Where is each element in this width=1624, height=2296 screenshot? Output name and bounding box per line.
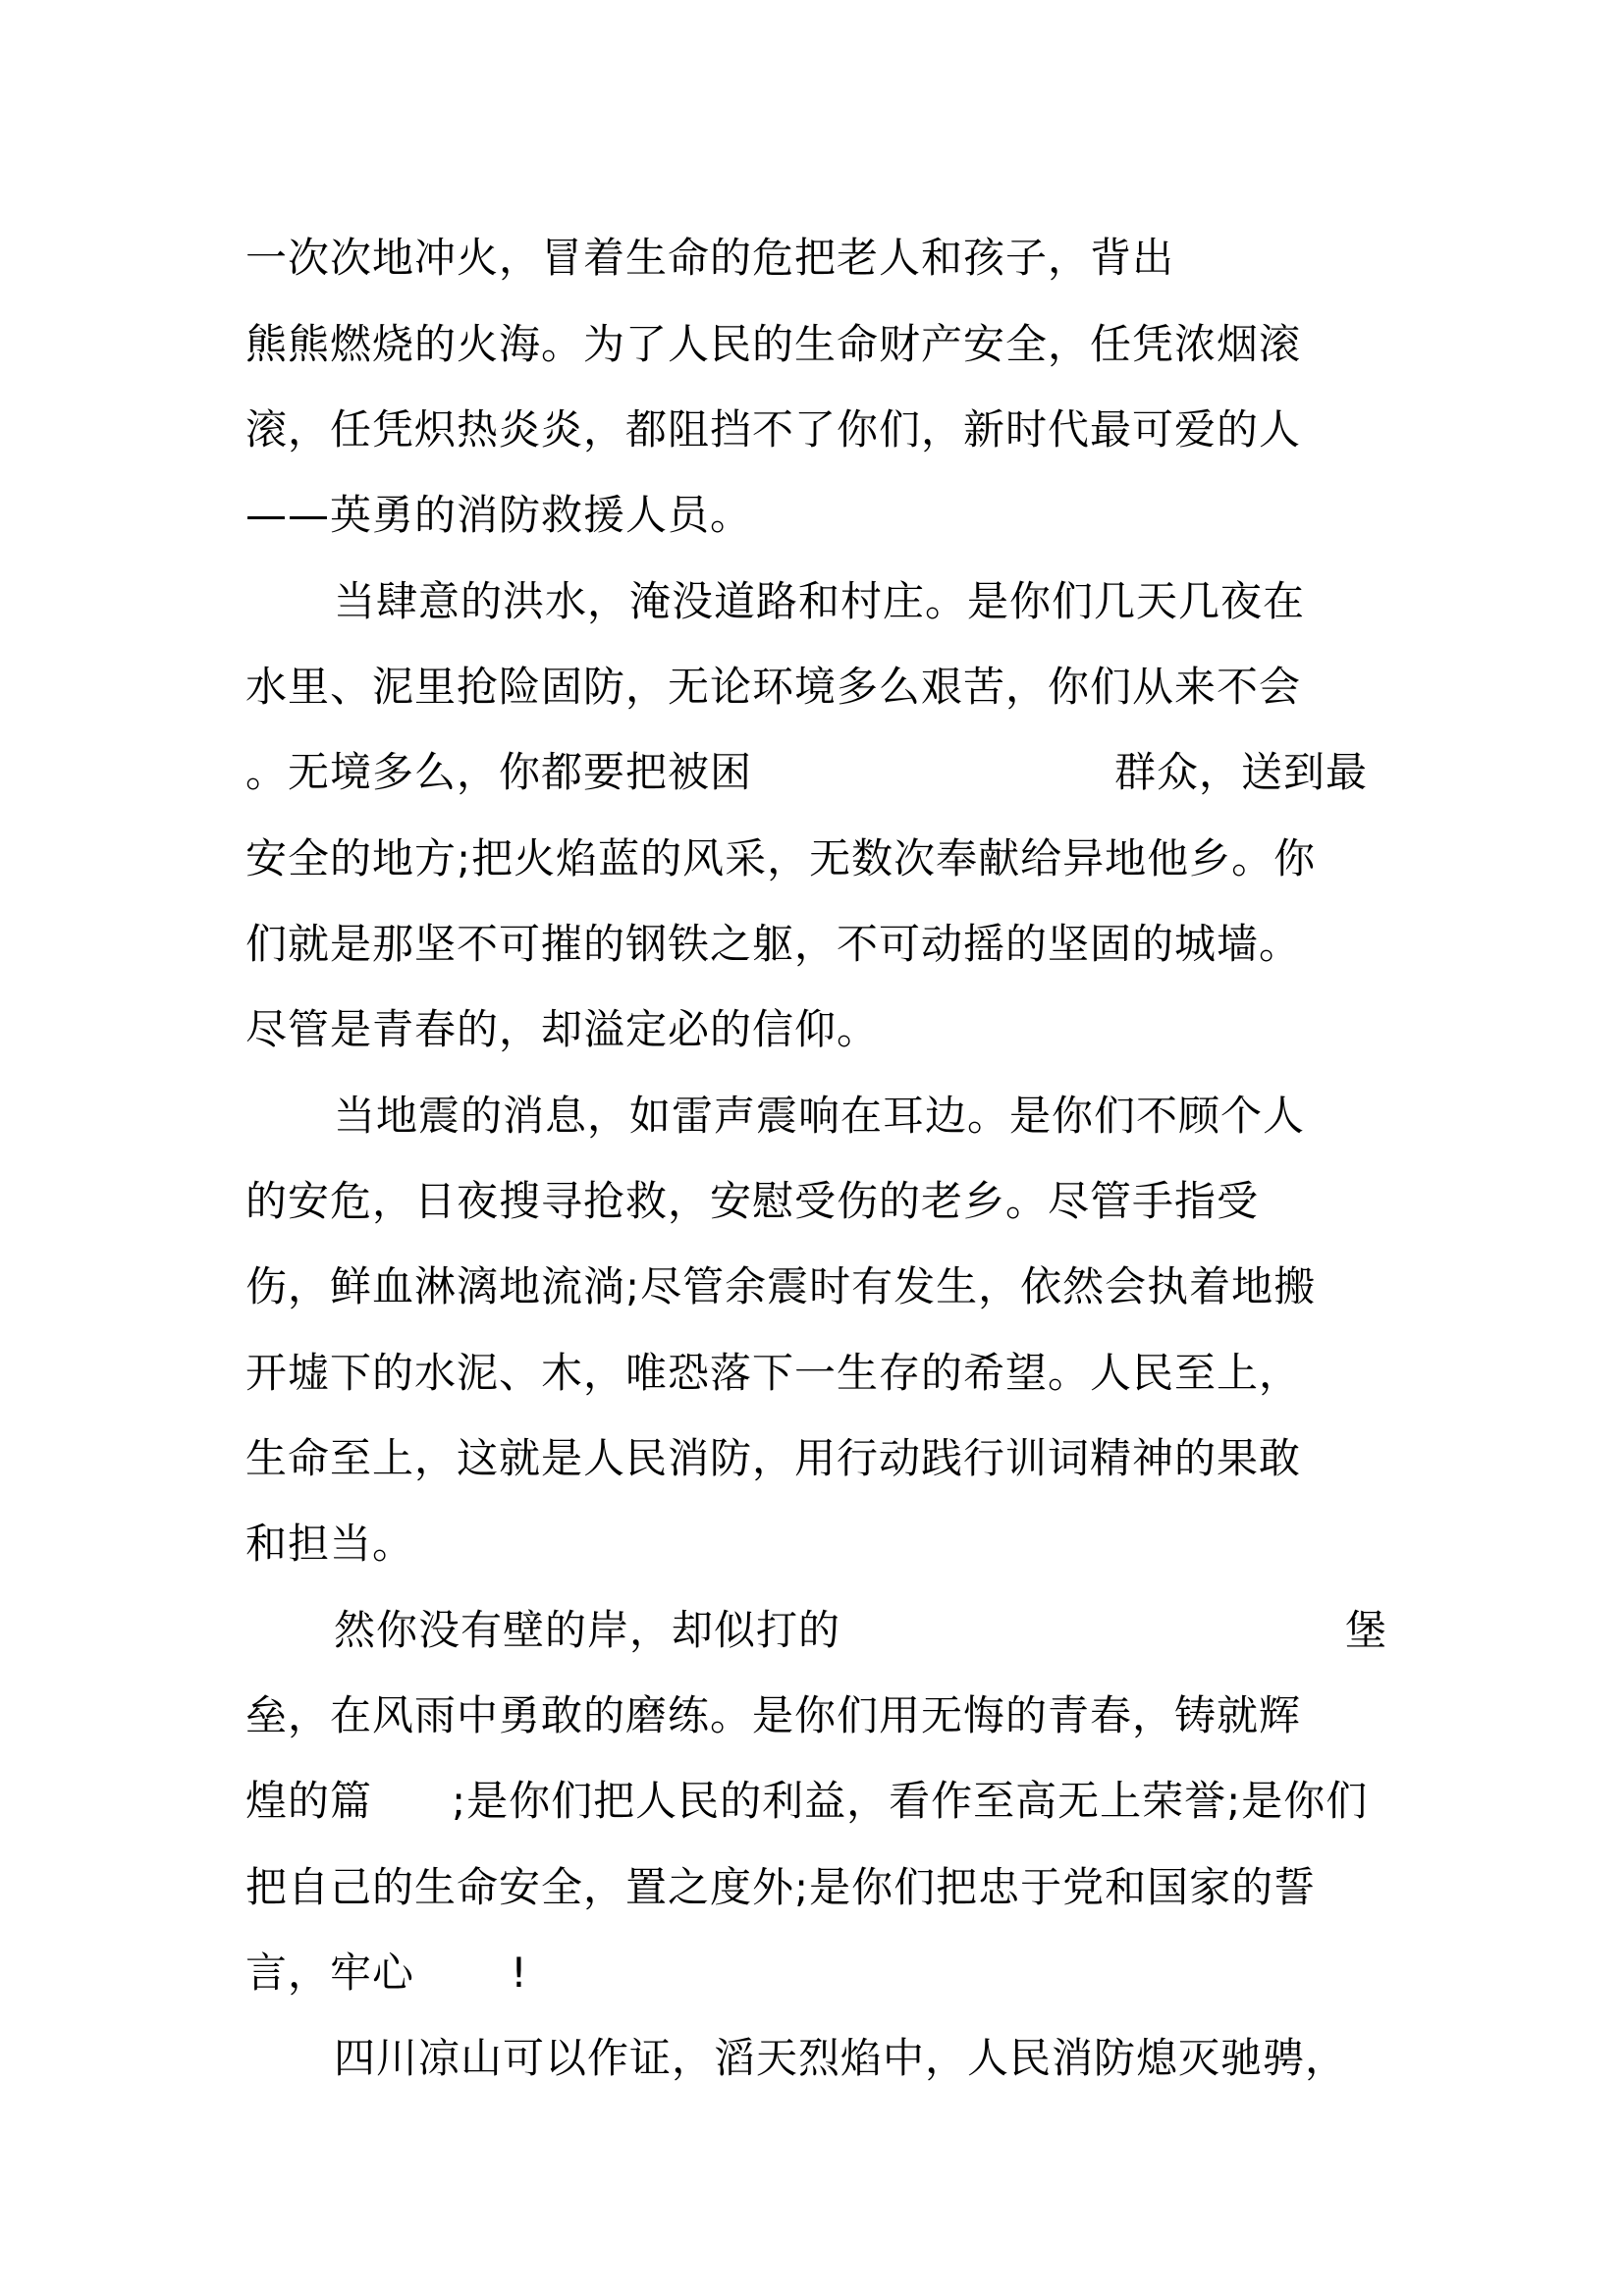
text-line: 的安危，日夜搜寻抢救，安慰受伤的老乡。尽管手指受 xyxy=(245,1177,1260,1225)
text-line: 安全的地方;把火焰蓝的风采，无数次奉献给异地他乡。你 xyxy=(245,834,1317,882)
text-line: 一次次地冲火，冒着生命的危把老人和孩子，背出 xyxy=(245,234,1175,282)
text-line-right-segment: ! xyxy=(511,1949,528,1997)
text-line: 开墟下的水泥、木，唯恐落下一生存的希望。人民至上， xyxy=(245,1349,1302,1397)
text-line: 和担当。 xyxy=(245,1520,415,1568)
text-line: 把自己的生命安全，置之度外;是你们把忠于党和国家的誓 xyxy=(245,1863,1317,1911)
text-line: 尽管是青春的，却溢定必的信仰。 xyxy=(245,1005,880,1053)
text-line: 言，牢心 xyxy=(245,1949,415,1997)
text-line: 当地震的消息，如雷声震响在耳边。是你们不顾个人 xyxy=(334,1092,1306,1140)
text-line: 伤，鲜血淋漓地流淌;尽管余震时有发生，依然会执着地搬 xyxy=(245,1262,1317,1310)
text-line-right-segment: 堡 xyxy=(1345,1606,1388,1654)
text-line-right-segment: ;是你们把人民的利益，看作至高无上荣誉;是你们 xyxy=(452,1777,1369,1825)
text-line: 滚，任凭炽热炎炎，都阻挡不了你们，新时代最可爱的人 xyxy=(245,405,1302,454)
text-line-right-segment: 群众，送到最 xyxy=(1114,748,1369,796)
text-line: 垒，在风雨中勇敢的磨练。是你们用无悔的青春，铸就辉 xyxy=(245,1691,1302,1739)
text-line: 当肆意的洪水，淹没道路和村庄。是你们几天几夜在 xyxy=(334,577,1306,625)
text-line: 生命至上，这就是人民消防，用行动践行训词精神的果敢 xyxy=(245,1434,1302,1482)
text-line: 们就是那坚不可摧的钢铁之躯，不可动摇的坚固的城墙。 xyxy=(245,920,1302,968)
text-line: 。无境多么，你都要把被困 xyxy=(245,748,753,796)
text-line: ——英勇的消防救援人员。 xyxy=(245,491,753,539)
text-line: 熊熊燃烧的火海。为了人民的生命财产安全，任凭浓烟滚 xyxy=(245,320,1302,368)
text-line: 水里、泥里抢险固防，无论环境多么艰苦，你们从来不会 xyxy=(245,663,1302,711)
text-line: 然你没有壁的岸，却似打的 xyxy=(334,1606,841,1654)
text-line: 煌的篇 xyxy=(245,1777,373,1825)
text-line: 四川凉山可以作证，滔天烈焰中，人民消防熄灭驰骋， xyxy=(334,2034,1348,2082)
